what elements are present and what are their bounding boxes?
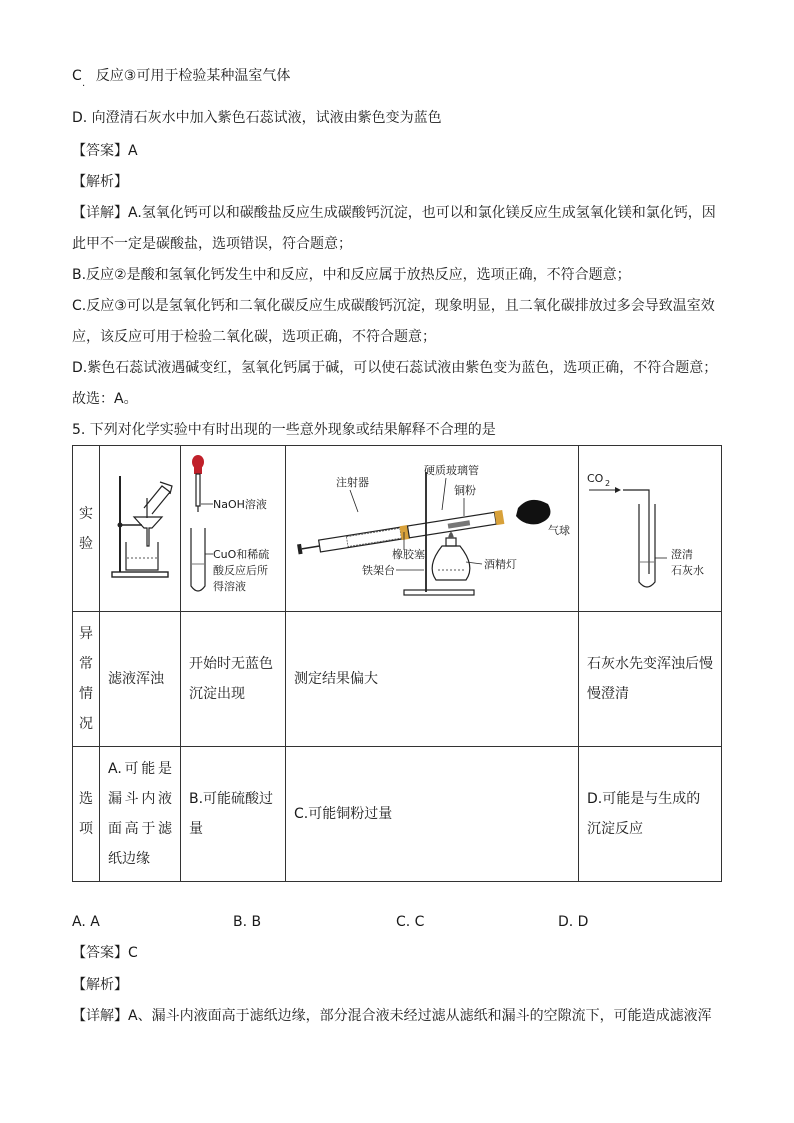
table-row-options [73,747,722,882]
detail-line-3: B.反应②是酸和氢氧化钙发生中和反应，中和反应属于放热反应，选项正确，不符合题意； [72,267,631,283]
detail-line-7: 故选：A。 [72,391,138,407]
option-d-text: D. 向澄清石灰水中加入紫色石蕊试液，试液由紫色变为蓝色 [72,110,442,126]
option-a-line: 漏斗内液 [108,791,172,807]
header-experiment [73,446,100,612]
choice-d: D. D [558,914,589,930]
detail-line-1: 【详解】A.氢氧化钙可以和碳酸盐反应生成碳酸钙沉淀，也可以和氯化镁反应生成氢氧化镁和氯化钙，因 [72,205,716,221]
stopper-label: 橡胶塞 [392,548,425,561]
header-char: 况 [79,716,93,732]
naoh-label: NaOH溶液 [213,498,267,511]
figure-dropper [181,446,286,612]
option-a-line: 纸边缘 [108,851,150,867]
option-d-cell: D.可能是与生成的沉淀反应 [579,747,722,882]
header-options [73,747,100,882]
abnormal-d: 石灰水先变浑浊后慢慢澄清 [579,612,722,747]
option-b-cell: B.可能硫酸过量 [181,747,286,882]
header-char: 情 [79,686,93,702]
limewater-label-line2: 石灰水 [671,564,704,577]
tube-label: 硬质玻璃管 [424,464,479,477]
question-5: 5. 下列对化学实验中有时出现的一些意外现象或结果解释不合理的是 [72,422,496,438]
experiment-table [72,445,722,882]
limewater-label-line1: 澄清 [671,548,693,561]
figure-filtration [100,446,181,612]
abnormal-a: 滤液浑浊 [100,612,181,747]
dropper-test-tube-icon [181,446,285,600]
choice-b: B. B [233,914,262,930]
cuo-label-line1: CuO和稀硫 [213,548,270,561]
stand-label: 铁架台 [362,564,395,577]
co2-subscript: 2 [605,479,611,488]
header-abnormal [73,612,100,747]
copper-label: 铜粉 [454,484,476,497]
detail-line-4: C.反应③可以是氢氧化钙和二氧化碳反应生成碳酸钙沉淀，现象明显，且二氧化碳排放过多会导致温室效 [72,298,715,314]
option-a-line: 面高于滤 [108,821,172,837]
option-a-line: A.可能是 [108,761,172,777]
copper-heating-apparatus-icon [286,446,578,600]
choice-c: C. C [396,914,425,930]
filtration-apparatus-icon [100,446,180,600]
balloon-label: 气球 [548,524,570,537]
abnormal-b: 开始时无蓝色沉淀出现 [181,612,286,747]
choice-a: A. A [72,914,100,930]
header-char: 异 [79,626,93,642]
header-char: 实 [79,505,93,522]
stray-dot: · [82,81,86,92]
co2-limewater-icon [579,446,717,600]
header-char: 验 [79,535,93,552]
option-a-cell [100,747,181,882]
co2-label: CO [587,472,604,485]
option-c-text: C 反应③可用于检验某种温室气体 [72,68,291,84]
header-char: 项 [79,821,93,837]
cuo-label-line2: 酸反应后所 [213,564,268,577]
option-c-cell: C.可能铜粉过量 [286,747,579,882]
answer-label-1: 【答案】A [72,143,138,159]
analysis-label-1: 【解析】 [72,174,128,190]
detail-line-8: 【详解】A、漏斗内液面高于滤纸边缘，部分混合液未经过滤从滤纸和漏斗的空隙流下，可能造成滤液浑 [72,1008,712,1024]
detail-line-5: 应，该反应可用于检验二氧化碳，选项正确，不符合题意； [72,329,436,345]
abnormal-c: 测定结果偏大 [286,612,579,747]
cuo-label-line3: 得溶液 [213,580,246,593]
answer-label-2: 【答案】C [72,945,138,961]
figure-co2-limewater [579,446,722,612]
detail-line-6: D.紫色石蕊试液遇碱变红，氢氧化钙属于碱，可以使石蕊试液由紫色变为蓝色，选项正确，不符合题意； [72,360,718,376]
analysis-label-2: 【解析】 [72,977,128,993]
detail-line-2: 此甲不一定是碳酸盐，选项错误，符合题意； [72,236,352,252]
syringe-label: 注射器 [336,476,369,489]
header-char: 常 [79,656,93,672]
figure-copper-experiment [286,446,579,612]
table-row-abnormal [73,612,722,747]
lamp-label: 酒精灯 [484,558,517,571]
table-row-experiment [73,446,722,612]
header-char: 选 [79,791,93,807]
